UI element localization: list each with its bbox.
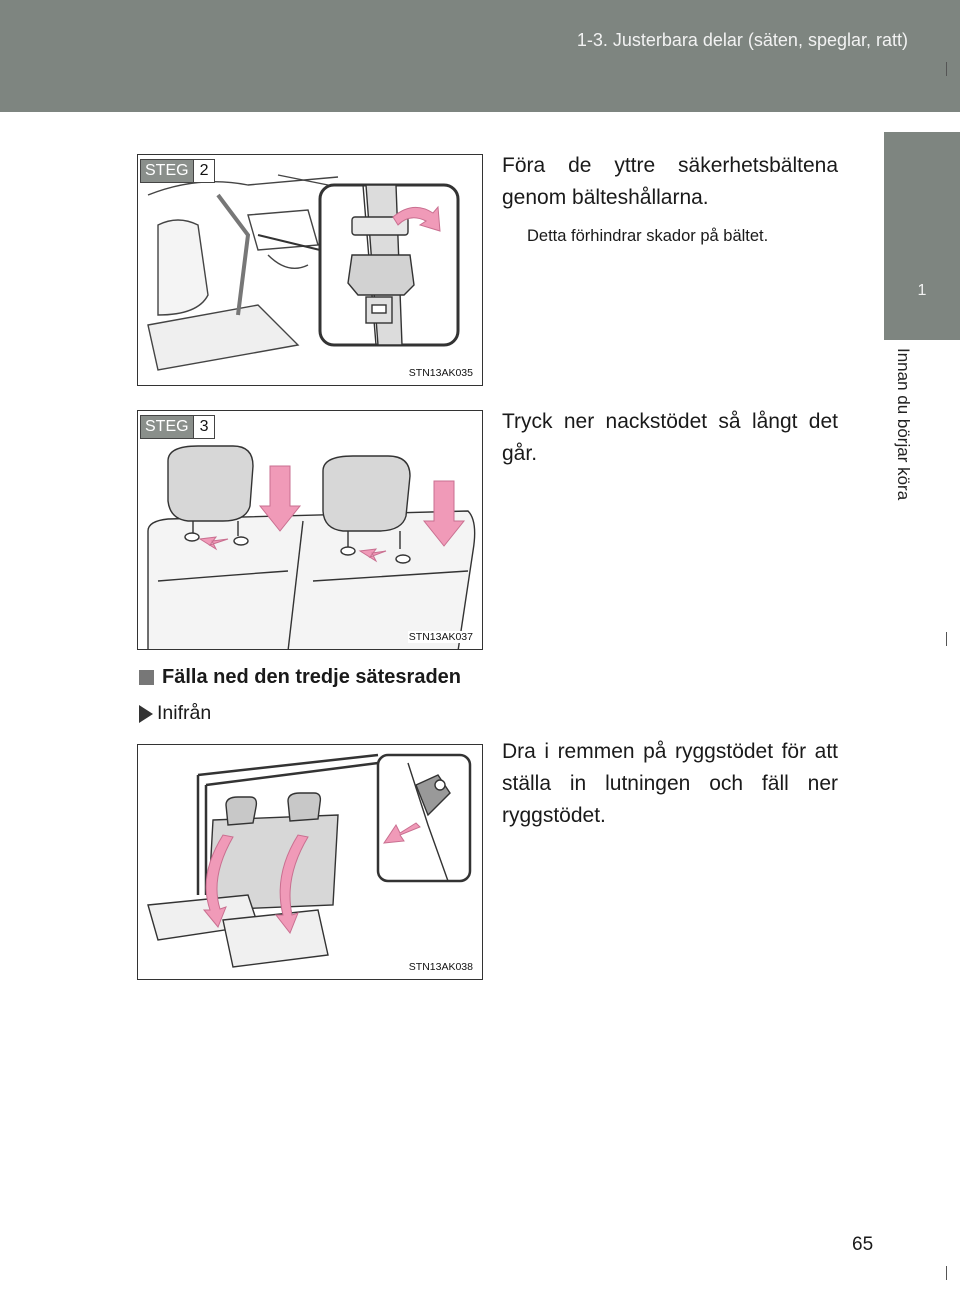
page-header: [0, 0, 960, 112]
margin-tick: [946, 62, 947, 76]
seatbelt-illustration: [138, 155, 483, 386]
figure-step-2: [137, 154, 483, 386]
figure-code: STN13AK037: [408, 631, 473, 643]
step-2-note: Detta förhindrar skador på bältet.: [527, 227, 769, 245]
headrest-illustration: [138, 411, 483, 650]
figure-third-row: [137, 744, 483, 980]
section-heading: [139, 666, 461, 689]
section-text: Dra i remmen på ryggstödet för att ställa in lutningen och fäll ner ryggstödet.: [502, 740, 838, 827]
margin-tick: [946, 1266, 947, 1280]
step-3-text: Tryck ner nackstödet så långt det går.: [502, 410, 838, 465]
subsection-heading: [139, 702, 211, 725]
step-badge: [140, 159, 215, 183]
chapter-title-text: Innan du börjar köra: [894, 348, 913, 501]
subsection-heading-text: Inifrån: [157, 702, 212, 724]
chapter-number: 1: [917, 282, 927, 299]
step-number: 2: [193, 160, 215, 182]
step-2-text: Föra de yttre säkerhetsbältena genom bälteshållarna.: [502, 154, 838, 209]
third-row-seat-illustration: [138, 745, 483, 980]
step-label: STEG: [141, 160, 193, 182]
square-bullet-icon: [139, 670, 154, 685]
page-number: 65: [852, 1234, 874, 1255]
section-title: 1-3. Justerbara delar (säten, speglar, ratt): [576, 30, 908, 50]
step-number: 3: [193, 416, 215, 438]
figure-code: STN13AK035: [408, 367, 473, 379]
margin-tick: [946, 632, 947, 646]
chapter-title: [883, 348, 923, 538]
figure-step-3: [137, 410, 483, 650]
section-heading-text: Fälla ned den tredje sätesraden: [162, 666, 461, 688]
figure-code: STN13AK038: [408, 961, 473, 973]
step-label: STEG: [141, 416, 193, 438]
chapter-tab: [884, 132, 960, 340]
triangle-bullet-icon: [139, 705, 153, 723]
step-badge: [140, 415, 215, 439]
